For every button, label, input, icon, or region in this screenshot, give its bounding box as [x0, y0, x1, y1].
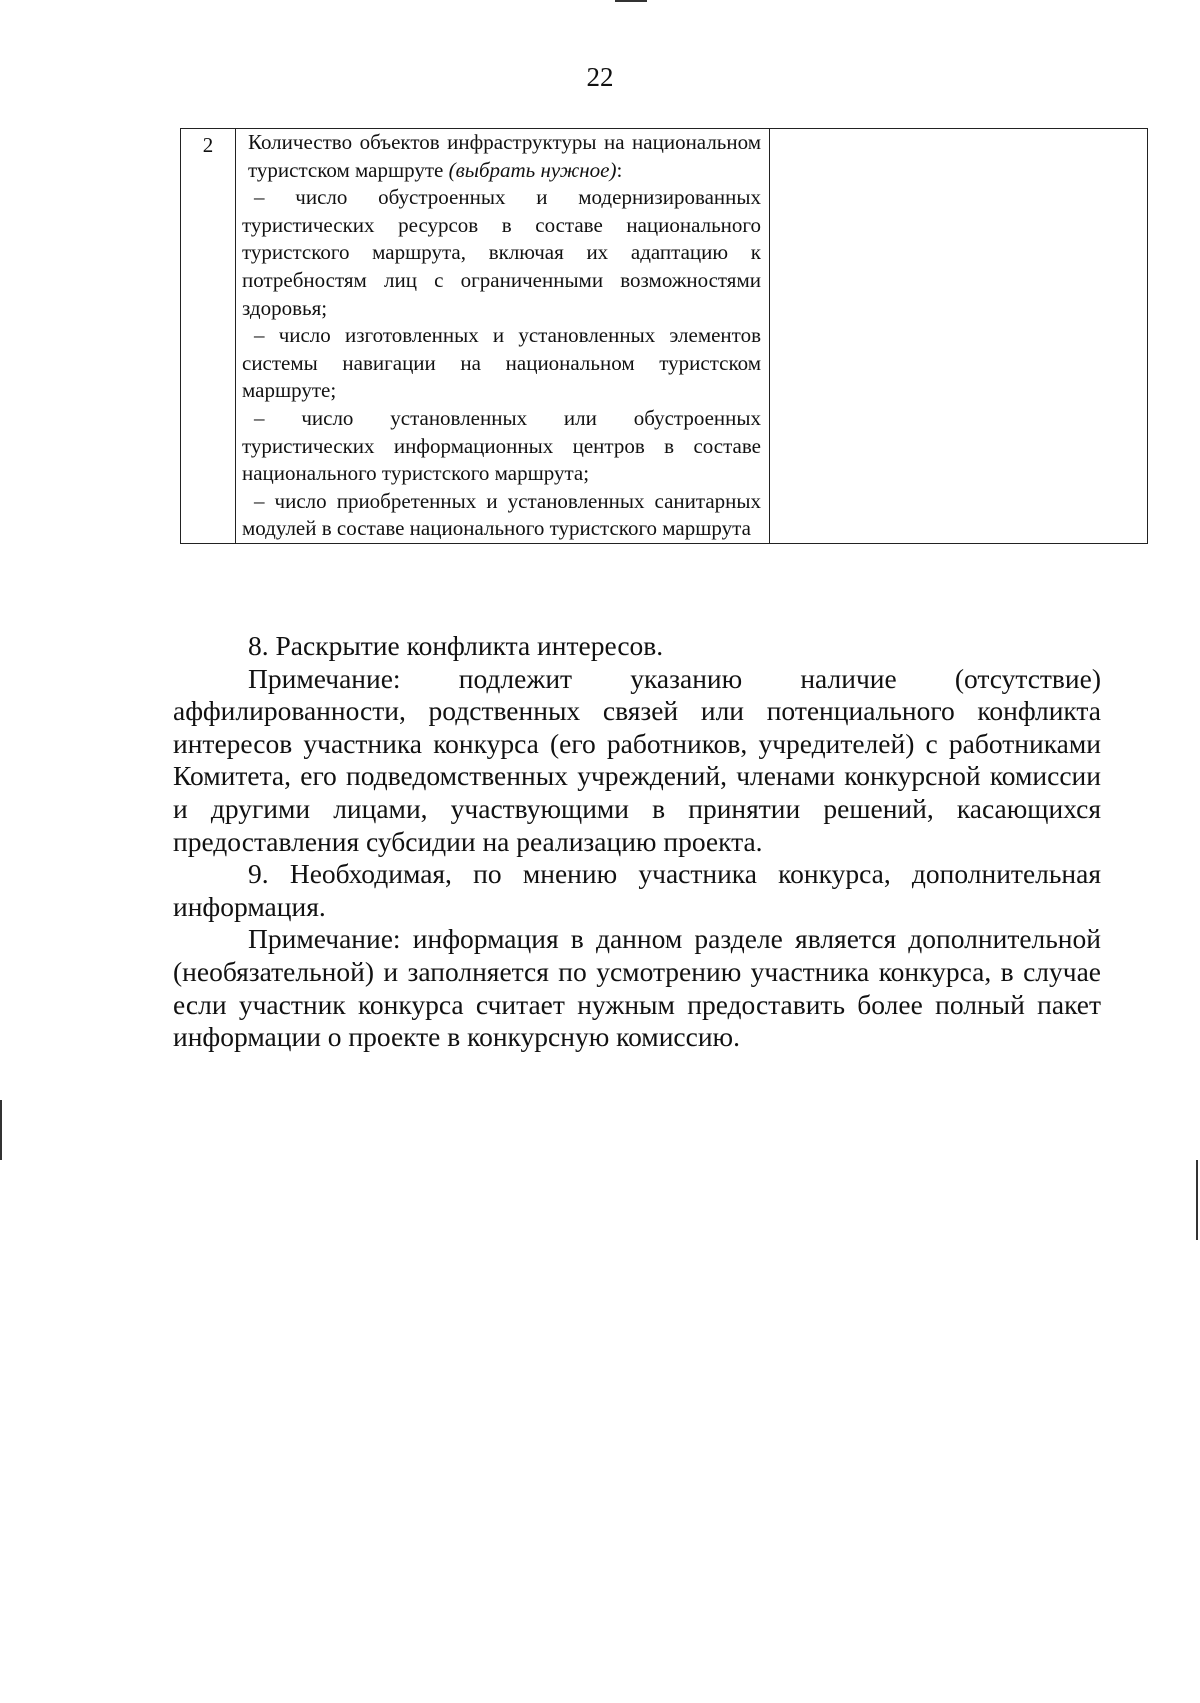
row-number: 2 [181, 129, 236, 544]
criterion-title [242, 129, 761, 184]
section-heading: 8. Раскрытие конфликта интересов. [248, 630, 664, 661]
criterion-item: – число установленных или обустроенных туристических информационных центров в составе национального туристского маршрута; [242, 405, 761, 486]
criterion-item: – число приобретенных и установленных санитарных модулей в составе национального туристского маршрута [242, 488, 761, 541]
section-heading: 9. Необходимая, по мнению участника конкурса, дополнительная информация. [173, 858, 1101, 922]
section-note: Примечание: подлежит указанию наличие (отсутствие) аффилированности, родственных связей или потенциального конфликта интересов участника конкурса (его работников, учредителей) с работниками Комитета, его подведомственных учреждений, членами конкурсной комиссии и другими лицами, участвующими в принятии решений, касающихся предоставления субсидии на реализацию проекта. [173, 662, 1101, 857]
table-row [181, 129, 1148, 544]
scan-artifact-top [615, 0, 647, 2]
criterion-title-text: Количество объектов инфраструктуры на национальном туристском маршруте [248, 130, 761, 182]
criterion-title-colon: : [616, 157, 623, 182]
scan-artifact-left-edge [0, 1100, 2, 1160]
document-body [173, 630, 1101, 1054]
scan-artifact-right-edge [1196, 1160, 1198, 1240]
page-number: 22 [586, 62, 614, 92]
criterion-item: – число изготовленных и установленных элементов системы навигации на национальном туристском маршруте; [242, 323, 761, 403]
criteria-table [180, 128, 1148, 544]
criterion-item: – число обустроенных и модернизированных туристических ресурсов в составе национального туристского маршрута, включая их адаптацию к потребностям лиц с ограниченными возможностями здоровья; [242, 185, 761, 320]
section-note: Примечание: информация в данном разделе является дополнительной (необязательной) и заполняется по усмотрению участника конкурса, в случае если участник конкурса считает нужным предоставить более полный пакет информации о проекте в конкурсную комиссию. [173, 923, 1101, 1053]
criterion-value [770, 129, 1148, 544]
criterion-description [236, 129, 770, 544]
criterion-title-note: (выбрать нужное) [448, 157, 617, 182]
